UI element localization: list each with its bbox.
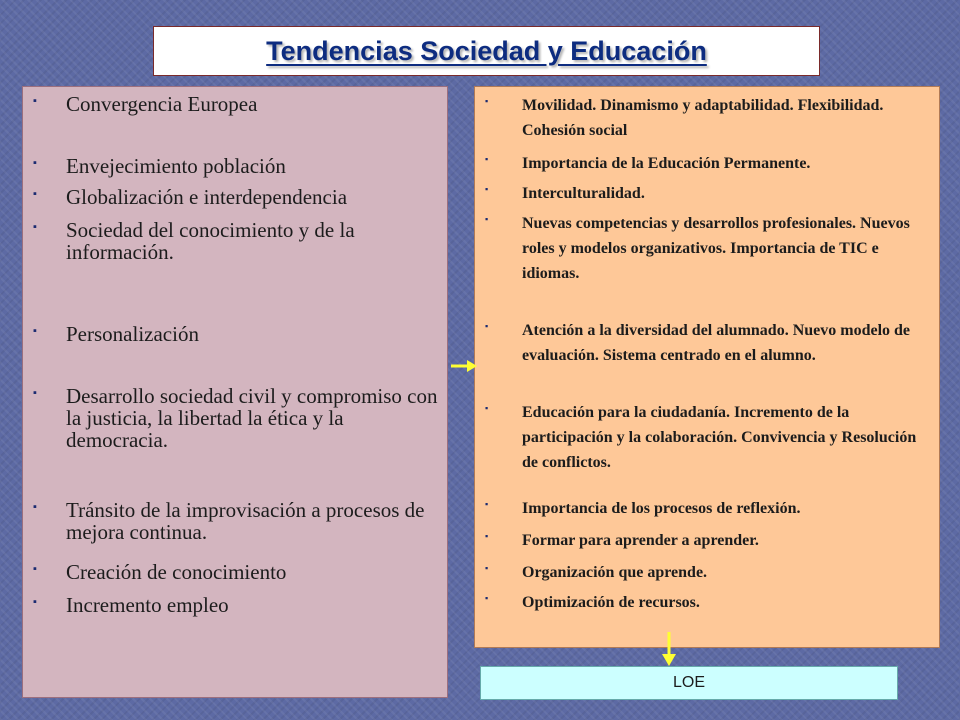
left-list-item: ▪ Personalización: [33, 322, 199, 346]
left-list-item: ▪ Globalización e interdependencia: [33, 185, 348, 209]
bullet-icon: ▪: [33, 563, 37, 575]
right-list-item: ▪ Organización que aprende.: [485, 563, 708, 581]
right-list-item: ▪ Educación para la ciudadanía. Incremento de la participación y la colaboración. Convivencia y Resolución de conflictos.: [485, 403, 917, 471]
bullet-icon: ▪: [33, 188, 37, 200]
arrow-down-icon: [662, 632, 676, 666]
bullet-icon: ▪: [485, 96, 489, 106]
bullet-icon: ▪: [485, 214, 489, 224]
left-list-item: ▪ Convergencia Europea: [33, 92, 258, 116]
bullet-icon: ▪: [485, 184, 489, 194]
bullet-icon: ▪: [485, 154, 489, 164]
slide-title: Tendencias Sociedad y Educación: [266, 35, 707, 66]
bullet-icon: ▪: [485, 563, 489, 573]
title-box: [153, 26, 820, 76]
left-list-item: ▪ Creación de conocimiento: [33, 560, 287, 584]
left-list-item: ▪ Envejecimiento población: [33, 154, 286, 178]
right-list-item: ▪ Importancia de los procesos de reflexión.: [485, 499, 801, 517]
right-list-item: ▪ Interculturalidad.: [485, 184, 645, 202]
right-list-item: ▪ Atención a la diversidad del alumnado. Nuevo modelo de evaluación. Sistema centrado en el alumno.: [485, 321, 911, 364]
right-list-item: ▪ Movilidad. Dinamismo y adaptabilidad. Flexibilidad. Cohesión social: [485, 96, 884, 139]
right-list-item: ▪ Importancia de la Educación Permanente.: [485, 154, 811, 172]
left-list-item: ▪ Desarrollo sociedad civil y compromiso con la justicia, la libertad la ética y la democracia.: [33, 384, 438, 452]
right-panel: [474, 86, 940, 648]
right-list-item: ▪ Nuevas competencias y desarrollos profesionales. Nuevos roles y modelos organizativos. Importancia de TIC e idiomas.: [485, 214, 910, 282]
bullet-icon: ▪: [33, 501, 37, 513]
right-list-item: ▪ Optimización de recursos.: [485, 593, 700, 611]
bullet-icon: ▪: [485, 531, 489, 541]
left-list-item: ▪ Incremento empleo: [33, 593, 229, 617]
left-panel: [22, 86, 448, 698]
bullet-icon: ▪: [33, 387, 37, 399]
bullet-icon: ▪: [485, 499, 489, 509]
bullet-icon: ▪: [33, 221, 37, 233]
bullet-icon: ▪: [485, 593, 489, 603]
bullet-icon: ▪: [33, 596, 37, 608]
loe-label: LOE: [672, 674, 705, 691]
bullet-icon: ▪: [33, 325, 37, 337]
loe-box: [480, 666, 898, 700]
bullet-icon: ▪: [33, 157, 37, 169]
bullet-icon: ▪: [485, 403, 489, 413]
arrow-right-icon: [451, 360, 477, 372]
left-list-item: ▪ Sociedad del conocimiento y de la información.: [33, 218, 355, 264]
bullet-icon: ▪: [485, 321, 489, 331]
bullet-icon: ▪: [33, 95, 37, 107]
left-list-item: ▪ Tránsito de la improvisación a procesos de mejora continua.: [33, 498, 425, 544]
right-list-item: ▪ Formar para aprender a aprender.: [485, 531, 759, 549]
